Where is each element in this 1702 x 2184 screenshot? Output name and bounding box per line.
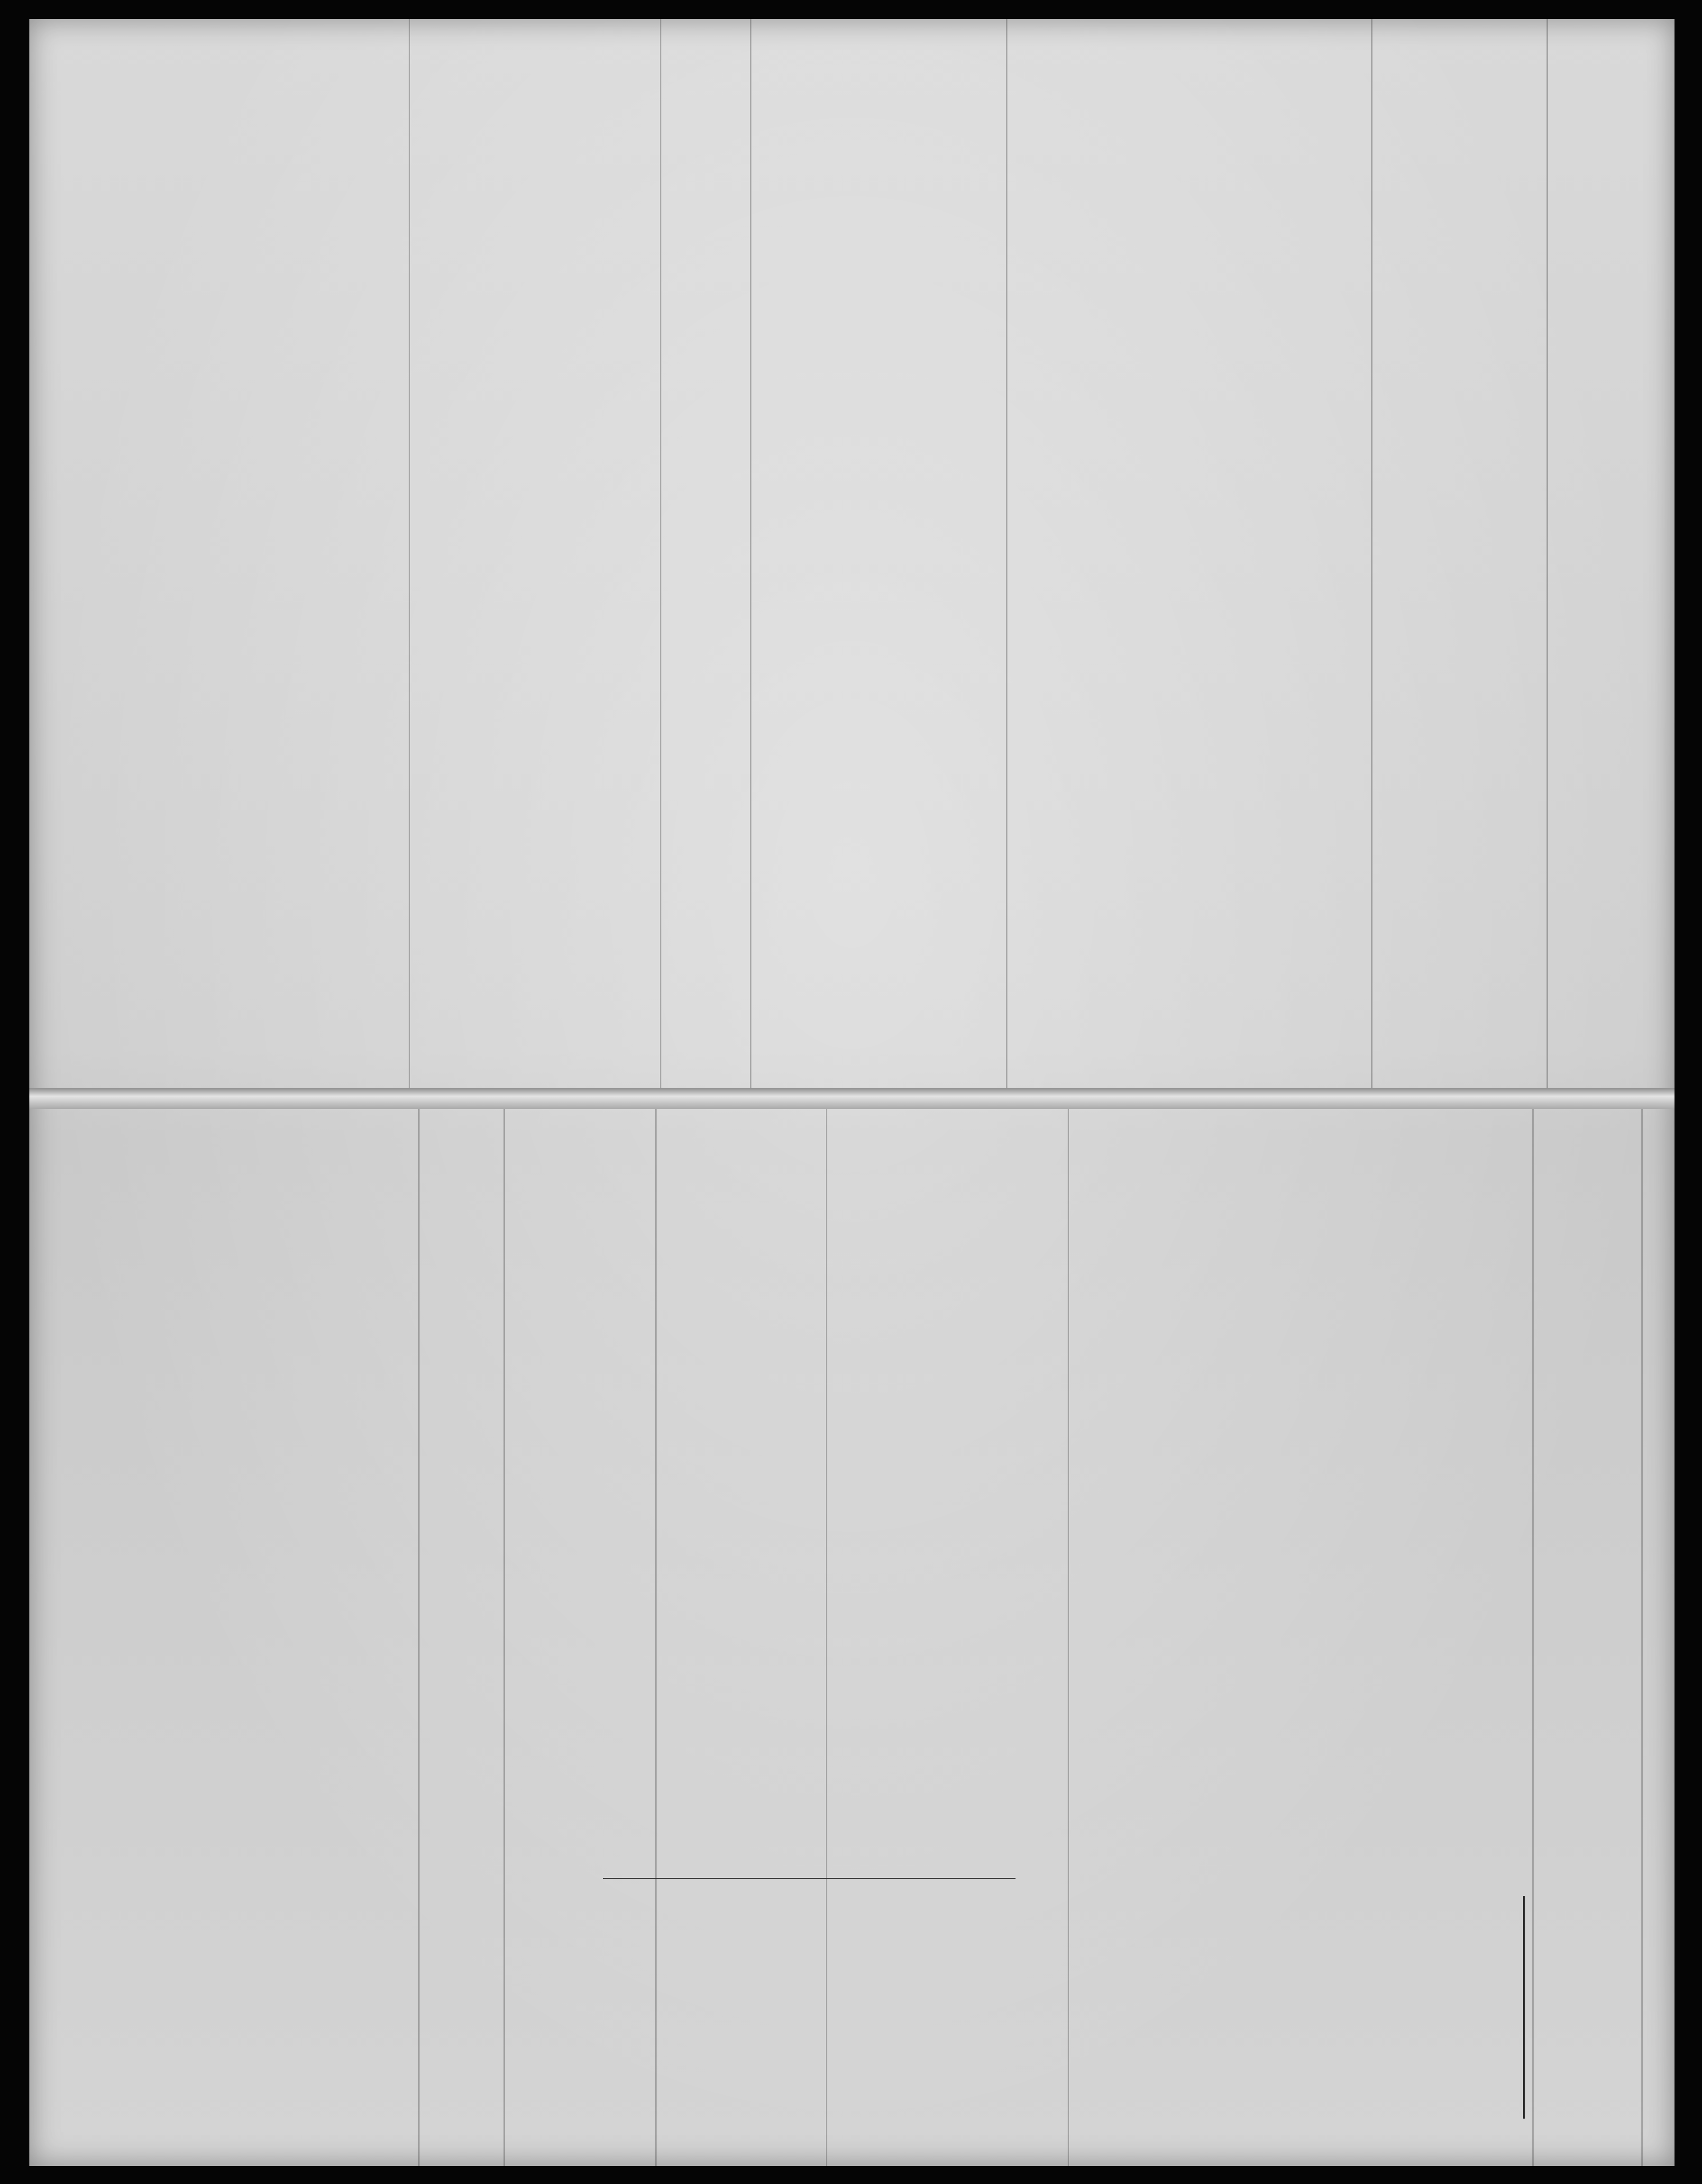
- column-rule: [660, 19, 661, 1088]
- lower-panel: [29, 1109, 1675, 2166]
- column-rule: [1068, 1109, 1069, 2166]
- column-rule: [1641, 1109, 1643, 2166]
- column-rule: [409, 19, 410, 1088]
- column-rule: [1006, 19, 1007, 1088]
- group-separator: [603, 1878, 1016, 1879]
- column-rule: [1546, 19, 1548, 1088]
- manifest-sheet: [29, 19, 1675, 2166]
- upper-panel: [29, 19, 1675, 1088]
- column-rule: [1371, 19, 1373, 1088]
- column-rule: [750, 19, 751, 1088]
- column-rule: [503, 1109, 505, 2166]
- column-rule: [418, 1109, 420, 2166]
- page-fold: [29, 1088, 1675, 1109]
- column-rule: [826, 1109, 827, 2166]
- column-rule: [655, 1109, 657, 2166]
- location-bracket: [1523, 1896, 1534, 2119]
